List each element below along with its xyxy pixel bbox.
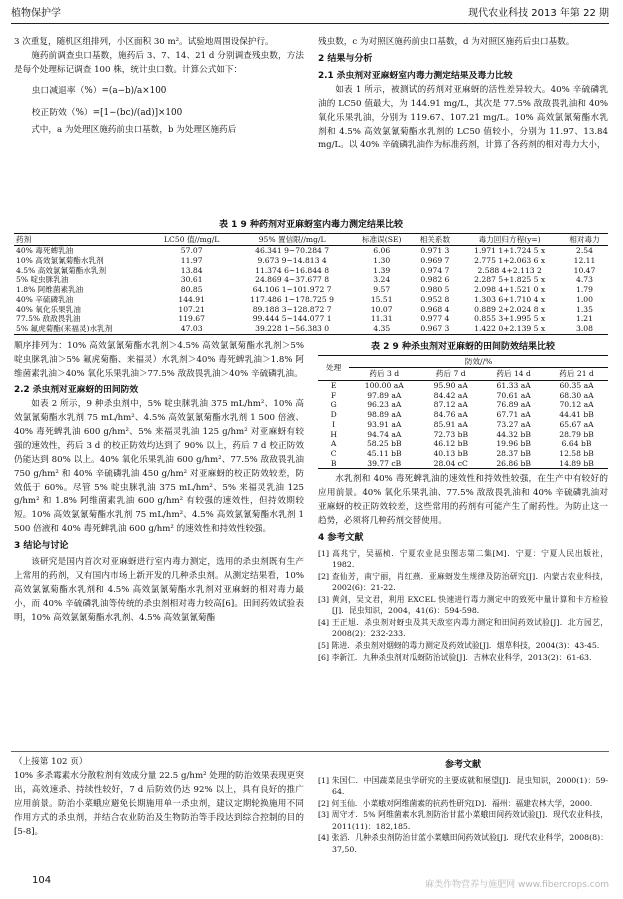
table1-cell: 0.977 4 <box>420 314 450 324</box>
table1-cell: 46.341 9~70.284 7 <box>255 246 330 256</box>
continued-article-text <box>14 756 304 874</box>
table1-cell: 80.85 <box>180 285 203 295</box>
table1-cell: 0.968 4 <box>420 304 450 314</box>
page-header <box>11 4 609 24</box>
table2-header-cell: 药后 14 d <box>482 368 545 381</box>
table1-header-cell: 相关系数 <box>411 233 458 246</box>
table2-cell: 28.79 bB <box>559 429 594 439</box>
table2-cell: 73.27 aA <box>496 419 531 429</box>
table2-header-cell: 药后 7 d <box>419 368 482 381</box>
table1-cell: 1.35 <box>576 304 593 314</box>
reference-list <box>318 548 608 663</box>
reference-item: [4] 张滔．几种杀虫剂防治甘蓝小菜蛾田间药效试验[J]．现代农业科学，2008(8)：37,50. <box>318 833 608 854</box>
table1-cell: 12.11 <box>573 256 596 266</box>
table1-block <box>14 218 608 338</box>
reference-item: [3] 黄剑，吴文君，利用 EXCEL 快速进行毒力测定中的致死中量计算和卡方检验[J]．昆虫知识，2004，41(6)：594-598. <box>318 594 608 616</box>
table1-cell: 10% 高效氯氰菊酯水乳剂 <box>16 256 104 266</box>
table1-cell: 9.57 <box>373 285 391 295</box>
table2-cell: 60.35 aA <box>559 381 594 391</box>
table1-cell: 1.971 1+1.724 5 x <box>474 246 546 256</box>
table1-cell: 0.980 5 <box>420 285 450 295</box>
table2-cell: 65.67 aA <box>559 419 594 429</box>
references-heading: 参考文献 <box>444 760 481 770</box>
table2-cell: 61.33 aA <box>496 381 531 391</box>
table-row <box>318 420 608 430</box>
paragraph: 3 次重复，随机区组排列，小区面积 30 m²。试验地周围设保护行。 <box>14 37 274 47</box>
table1-cell: 4.73 <box>576 275 593 285</box>
left-column-top <box>14 36 304 221</box>
table1-cell: 1.21 <box>576 314 593 324</box>
table2-cell: A <box>330 439 337 449</box>
table2-cell: 85.91 aA <box>433 419 468 429</box>
table1-caption: 表 1 9 种药剂对亚麻蚜室内毒力测定结果比较 <box>219 220 403 230</box>
table-row <box>14 266 608 276</box>
table1-cell: 10.07 <box>370 304 393 314</box>
reference-item: [6] 李新江．九种杀虫剂对瓜蚜防治试验[J]．吉林农业科学，2013(2)：61-63. <box>318 652 592 662</box>
table1-cell: 6.06 <box>373 246 391 256</box>
table-row <box>318 439 608 449</box>
table1-cell: 3.24 <box>373 275 391 285</box>
table1-cell: 1.30 <box>373 256 391 266</box>
table2-cell: 94.74 aA <box>367 429 402 439</box>
table1-cell: 40% 氧化乐果乳油 <box>16 304 81 314</box>
table-row <box>14 246 608 256</box>
table1-cell: 4.5% 高效氯氰菊酯水乳剂 <box>16 265 107 275</box>
table2 <box>318 355 608 470</box>
table2-cell: 70.61 aA <box>496 390 531 400</box>
table2-cell: 93.91 aA <box>367 419 402 429</box>
reference-item: [5] 陈进．杀虫剂对烟蚜的毒力测定及药效试验[J]．烟草科技，2004(3)：43-45. <box>318 641 600 650</box>
section-heading: 2 结果与分析 <box>318 53 373 64</box>
table1-cell: 1.39 <box>373 265 391 275</box>
table-row <box>318 381 608 391</box>
table-row <box>14 275 608 285</box>
table1-cell: 1.422 0+2.139 5 x <box>458 324 561 334</box>
table1-cell: 144.91 <box>178 294 205 304</box>
reference-item: [2] 查仙芳，南宁丽，肖红燕．亚麻蚜发生规律及防治研究[J]．内蒙古农业科技，2002(6)：21-22. <box>318 571 608 593</box>
page-number: 104 <box>32 874 52 886</box>
header-section-title: 植物保护学 <box>11 8 61 19</box>
table1-cell: 11.31 <box>370 314 393 324</box>
table2-cell: C <box>330 449 337 459</box>
formula-reduction-rate: 虫口减退率（%）=(a−b)/a×100 <box>31 85 167 96</box>
table1-cell: 0.982 6 <box>420 275 450 285</box>
table2-cell: 19.96 bB <box>496 439 531 449</box>
reference-item: [1] 高兆宁，吴福桢．宁夏农业昆虫图志第二集[M]．宁夏：宁夏人民出版社，1982. <box>318 548 608 570</box>
paragraph: 10% 多杀霉素水分散粒剂有效成分量 22.5 g/hm² 处理的防治效果表现更突出，高效速杀、持续性较好，7 d 后防效仍达 92% 以上，具有良好的推广应用前景。防治小菜蛾应避免长期施用单一杀虫剂，建议定期轮换施用不同作用方式的杀虫剂，并结合农业防治及生物防治等手段达到综合控制的目的[5-8]。 <box>14 770 304 837</box>
subsection-heading: 2.2 杀虫剂对亚麻蚜的田间防效 <box>14 384 139 395</box>
table2-group-header: 防效//% <box>349 355 608 368</box>
table2-cell: F <box>330 390 337 400</box>
table1-cell: 2.775 1+2.063 6 x <box>474 256 546 266</box>
table2-cell: 12.58 bB <box>559 449 594 459</box>
section-heading: 4 参考文献 <box>318 533 364 544</box>
table1-cell: 117.486 1~178.725 9 <box>250 294 334 304</box>
table-row <box>318 400 608 410</box>
paragraph: 顺序排列为：10% 高效氯氰菊酯水乳剂＞4.5% 高效氯氰菊酯水乳剂＞5% 啶虫脒乳油＞5% 氟虎菊酯、来福灵）水乳剂＞40% 毒死蜱乳油＞1.8% 阿维菌素乳油＞40% 氧化乐果乳油＞77.5% 敌敌畏乳油＞40% 辛硫磷乳油。 <box>14 341 304 379</box>
table1-cell: 3.08 <box>561 324 608 334</box>
table1-cell: 77.5% 敌敌畏乳油 <box>16 314 81 324</box>
table1-cell: 1.79 <box>576 285 593 295</box>
reference-item: [4] 王正旭．杀虫剂对蚜虫及其天敌室内毒力测定和田间药效试验[J]．北方园艺，2008(2)：232-233. <box>318 617 608 639</box>
table1-header-cell: 毒力回归方程(y=) <box>458 233 561 246</box>
reference-list <box>318 775 608 856</box>
table1-cell: 0.855 3+1.995 5 x <box>474 314 546 324</box>
table1-cell: 0.967 3 <box>411 324 458 334</box>
table1-cell: 57.07 <box>180 246 203 256</box>
table2-cell: 84.76 aA <box>433 410 468 420</box>
table1-cell: 5% 氟虎菊酯(来福灵)水乳剂 <box>14 324 151 334</box>
table2-cell: 44.41 bB <box>559 410 594 420</box>
table1-cell: 1.303 6+1.710 4 x <box>474 294 546 304</box>
table2-cell: 84.42 aA <box>433 390 468 400</box>
formula-corrected-efficacy: 校正防效（%）=[1−(bc)/(ad)]×100 <box>31 108 183 119</box>
table1-cell: 15.51 <box>370 294 393 304</box>
table2-cell: 39.77 cB <box>349 459 419 469</box>
table2-cell: 68.30 aA <box>559 390 594 400</box>
right-column-top <box>318 36 608 221</box>
table1-header-cell: 标准误(SE) <box>352 233 411 246</box>
table2-cell: 97.89 aA <box>367 390 402 400</box>
table-row <box>318 410 608 420</box>
table-row <box>14 314 608 324</box>
table-row <box>14 256 608 266</box>
reference-item: [2] 何玉仙．小菜蛾对阿维菌素的抗药性研究[D]．福州：福建农林大学，2000. <box>318 798 593 808</box>
table1-cell: 39.228 1~56.383 0 <box>232 324 352 334</box>
table1-cell: 64.106 1~101.972 7 <box>252 285 332 295</box>
table2-cell: B <box>318 459 349 469</box>
table1-cell: 47.03 <box>151 324 232 334</box>
paragraph: 水乳剂和 40% 毒死蜱乳油的速效性和持效性较强，在生产中有较好的应用前景。40% 氧化乐果乳油、77.5% 敌敌畏乳油和 40% 辛硫磷乳油对亚麻蚜的校正防效较差，这些常用的药剂有可能产生了耐药性。为防止这一趋势，必须将几种药剂交替使用。 <box>318 474 608 527</box>
watermark-text: 麻类作物营养与施肥网 www.fibercrops.com <box>425 880 609 891</box>
table-row <box>14 305 608 315</box>
paragraph: 施药前调查虫口基数，施药后 3、7、14、21 d 分别调查残虫数，方法是每个处理标记调查 100 株，统计虫口数。计算公式如下： <box>14 50 304 75</box>
subsection-heading: 2.1 杀虫剂对亚麻蚜室内毒力测定结果及毒力比较 <box>318 70 513 81</box>
table-row <box>318 430 608 440</box>
table1-cell: 0.889 2+2.024 8 x <box>474 304 546 314</box>
reference-item: [1] 朱国仁．中国蔬菜昆虫学研究的主要成就和展望[J]．昆虫知识，2000(1)：59-64. <box>318 775 608 797</box>
table1-header-cell: LC50 值//mg/L <box>151 233 232 246</box>
continued-note: （上接第 102 页） <box>14 757 88 767</box>
table2-cell: 96.23 aA <box>367 400 402 410</box>
table1-cell: 0.974 7 <box>420 265 450 275</box>
table1-cell: 2.54 <box>576 246 593 256</box>
header-journal-issue: 现代农业科技 2013 年第 22 期 <box>468 8 609 19</box>
table1-cell: 30.61 <box>180 275 203 285</box>
table2-cell: 45.11 bB <box>366 449 402 459</box>
table1-header-cell: 相对毒力 <box>561 233 608 246</box>
section-heading: 3 结论与讨论 <box>14 541 69 552</box>
table1-cell: 24.869 4~37.677 8 <box>255 275 330 285</box>
table2-cell: 28.37 bB <box>496 449 531 459</box>
paragraph: 如表 1 所示，被测试的药剂对亚麻蚜的活性差异较大。40% 辛硫磷乳油的 LC50 值最大，为 144.91 mg/L，其次是 77.5% 敌敌畏乳油和 40% 氧化乐果乳油，分别为 119.67、107.21 mg/L。10% 高效氯氰菊酯水乳剂和 4.5% 高效氯氰菊酯水乳剂的 LC50 值较小，分别为 11.97、13.84 mg/L。以 40% 辛硫磷乳油作为标准药剂，计算了各药剂的相对毒力大小， <box>318 84 608 151</box>
table1-cell: 0.952 8 <box>420 294 450 304</box>
table2-cell: 44.32 bB <box>496 429 531 439</box>
table2-cell: 70.12 aA <box>559 400 594 410</box>
table1 <box>14 233 608 335</box>
table2-cell: G <box>330 400 337 410</box>
table2-cell: 100.00 aA <box>364 381 404 391</box>
table-row <box>14 324 608 334</box>
table2-cell: 28.04 cC <box>419 459 482 469</box>
table2-cell: 72.73 bB <box>433 429 469 439</box>
table2-cell: 67.71 aA <box>496 410 531 420</box>
reference-item: [3] 周守才．5% 阿维菌素水乳剂防治甘蓝小菜蛾田间药效试验[J]．现代农业科技，2011(11)：182,185. <box>318 810 608 831</box>
table-row <box>318 449 608 459</box>
table2-cell: 95.90 aA <box>433 381 468 391</box>
table1-cell: 1.00 <box>576 294 593 304</box>
table1-cell: 2.287 5+1.825 5 x <box>474 275 546 285</box>
table2-header-cell: 药后 3 d <box>349 368 419 381</box>
left-column-middle <box>14 340 304 750</box>
table1-cell: 2.098 4+1.521 0 x <box>474 285 546 295</box>
table1-header-cell: 95% 置信限//mg/L <box>232 233 352 246</box>
table-row <box>14 285 608 295</box>
table2-cell: 98.89 aA <box>367 410 402 420</box>
table1-cell: 9.673 9~14.813 4 <box>257 256 327 266</box>
table1-cell: 11.374 6~16.844 8 <box>255 265 330 275</box>
section-divider <box>11 751 609 752</box>
table1-cell: 40% 辛硫磷乳油 <box>16 294 74 304</box>
table2-cell: 58.25 bB <box>366 439 402 449</box>
table2-cell: 26.86 bB <box>482 459 545 469</box>
paragraph: 如表 2 所示，9 种杀虫剂中，5% 啶虫脒乳油 375 mL/hm²、10% 高效氯氰菊酯水乳剂 75 mL/hm²、4.5% 高效氯氰菊酯水乳剂 1 500 倍液、40% 毒死蜱乳油 600 g/hm²、5% 来福灵乳油 125 g/hm² 对亚麻蚜有较强的速效性，药后 3 d 的校正防效均达到了 90% 以上，药后 7 d 校正防效仍能达到 80% 以上。40% 氧化乐果乳油 600 g/hm²、77.5% 敌敌畏乳油 750 g/hm² 和 40% 辛硫磷乳油 450 g/hm² 对亚麻蚜的校正防效较差，防效低于 60%。尽管 5% 啶虫脒乳油 375 mL/hm²、5% 来福灵乳油 125 g/hm² 和 1.8% 阿维菌素乳油 600 g/hm² 有较强的速效性，但持效期较短。10% 高效氯氰菊酯水乳剂 75 mL/hm²、4.5% 高效氯氰菊酯水乳剂 1 500 倍液和 40% 毒死蜱乳油 600 g/hm² 的速效性和持效性较强。 <box>14 399 304 535</box>
table1-cell: 4.35 <box>352 324 411 334</box>
table2-header-cell: 处理 <box>318 355 349 380</box>
table2-cell: I <box>332 419 336 429</box>
paragraph: 式中，a 为处理区施药前虫口基数，b 为处理区施药后 <box>31 125 237 136</box>
table2-caption: 表 2 9 种杀虫剂对亚麻蚜的田间防效结果比较 <box>371 342 555 352</box>
table2-cell: E <box>330 381 337 391</box>
table1-cell: 2.588 4+2.113 2 <box>477 265 542 275</box>
continued-article-references <box>318 756 608 874</box>
right-column-middle <box>318 340 608 750</box>
table1-header-cell: 药剂 <box>14 233 151 246</box>
table2-cell: 46.12 bB <box>433 439 469 449</box>
table2-cell: 14.89 bB <box>545 459 608 469</box>
table2-cell: D <box>330 410 337 420</box>
table1-cell: 13.84 <box>180 265 203 275</box>
paragraph: 残虫数，c 为对照区施药前虫口基数，d 为对照区施药后虫口基数。 <box>318 37 575 47</box>
table1-cell: 99.444 5~144.077 1 <box>252 314 332 324</box>
table2-header-cell: 药后 21 d <box>545 368 608 381</box>
table1-cell: 1.8% 阿维菌素乳油 <box>16 285 84 295</box>
table1-cell: 89.188 3~128.872 7 <box>252 304 332 314</box>
table1-cell: 40% 毒死蜱乳油 <box>16 246 74 256</box>
table1-cell: 0.971 3 <box>420 246 450 256</box>
table2-cell: 6.64 bB <box>561 439 592 449</box>
table1-cell: 119.67 <box>178 314 205 324</box>
table1-cell: 5% 啶虫脒乳油 <box>16 275 69 285</box>
table2-cell: H <box>330 429 337 439</box>
table-row <box>318 391 608 401</box>
table2-cell: 76.89 aA <box>496 400 531 410</box>
table1-cell: 0.969 7 <box>420 256 450 266</box>
table-row <box>14 295 608 305</box>
table1-cell: 107.21 <box>178 304 205 314</box>
table1-cell: 11.97 <box>180 256 203 266</box>
table-row <box>318 459 608 469</box>
table1-cell: 10.47 <box>573 265 596 275</box>
table2-cell: 87.12 aA <box>433 400 468 410</box>
table2-cell: 40.13 bB <box>433 449 469 459</box>
paragraph: 该研究是国内首次对亚麻蚜进行室内毒力测定，选用的杀虫剂既有生产上常用的药剂，又有国内市场上新开发的几种杀虫剂。从测定结果看，10% 高效氯氰菊酯水乳剂和 4.5% 高效氯氰菊酯水乳剂对亚麻蚜的相对毒力最小，而 40% 辛硫磷乳油等传统的杀虫剂相对毒力较高[6]。田间药效试验表明，10% 高效氯氰菊酯水乳剂、4.5% 高效氯氰菊酯 <box>14 556 304 623</box>
